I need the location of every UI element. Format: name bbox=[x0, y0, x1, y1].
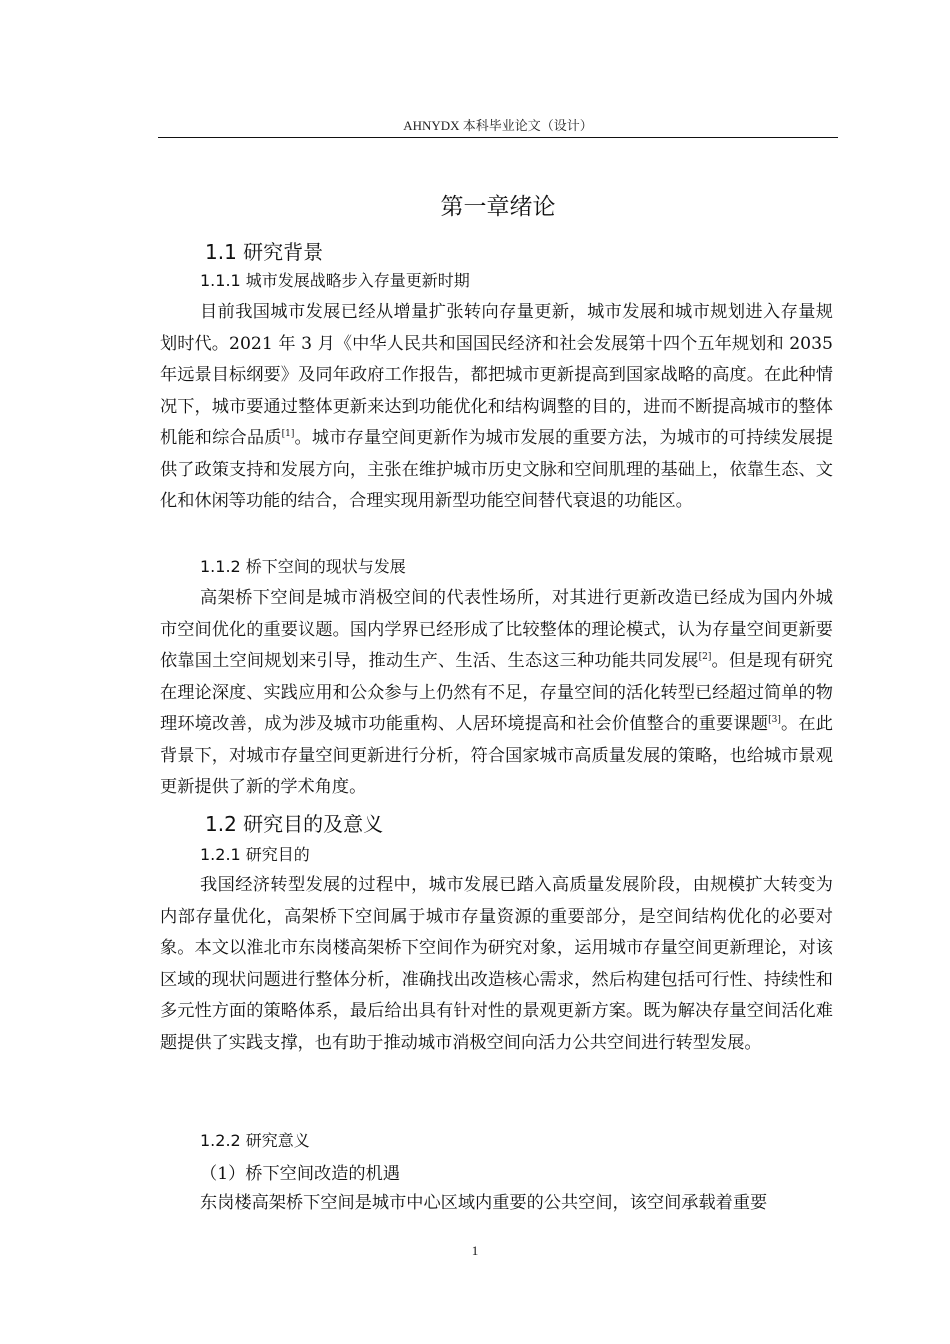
page-number: 1 bbox=[471, 1243, 479, 1258]
chapter-title: 第一章绪论 bbox=[440, 194, 556, 220]
section-heading-1-2: 1.2 研究目的及意义 bbox=[205, 812, 384, 836]
list-item-1: （1）桥下空间改造的机遇 bbox=[200, 1164, 400, 1184]
page-header: AHNYDX 本科毕业论文（设计） bbox=[403, 118, 593, 133]
paragraph-text: 目前我国城市发展已经从增量扩张转向存量更新，城市发展和城市规划进入存量规划时代。2021 年 3 月《中华人民共和国国民经济和社会发展第十四个五年规划和 2035 年远景目标纲要》及同年政府工作报告，都把城市更新提高到国家战略的高度。在此种情况下，城市要通过整体更新来达到功能优化和结构调整的目的，进而不断提高城市的整体机能和综合品质 bbox=[160, 302, 833, 448]
subsection-heading-1-2-2: 1.2.2 研究意义 bbox=[200, 1131, 310, 1150]
citation-ref: [2] bbox=[698, 652, 712, 662]
subsection-heading-1-1-2: 1.1.2 桥下空间的现状与发展 bbox=[200, 557, 406, 576]
paragraph-1-2-1 bbox=[160, 870, 833, 1059]
paragraph-text: 高架桥下空间是城市消极空间的代表性场所，对其进行更新改造已经成为国内外城市空间优化的重要议题。国内学界已经形成了比较整体的理论模式，认为存量空间更新要依靠国土空间规划来引导，推动生产、生活、生态这三种功能共同发展 bbox=[160, 588, 833, 671]
subsection-heading-1-2-1: 1.2.1 研究目的 bbox=[200, 845, 310, 864]
paragraph-text: 我国经济转型发展的过程中，城市发展已踏入高质量发展阶段，由规模扩大转变为内部存量优化，高架桥下空间属于城市存量资源的重要部分，是空间结构优化的必要对象。本文以淮北市东岗楼高架桥下空间作为研究对象，运用城市存量空间更新理论，对该区域的现状问题进行整体分析，准确找出改造核心需求，然后构建包括可行性、持续性和多元性方面的策略体系，最后给出具有针对性的景观更新方案。既为解决存量空间活化难题提供了实践支撑，也有助于推动城市消极空间向活力公共空间进行转型发展。 bbox=[160, 875, 833, 1053]
paragraph-text: 。城市存量空间更新作为城市发展的重要方法，为城市的可持续发展提供了政策支持和发展方向，主张在维护城市历史文脉和空间肌理的基础上，依靠生态、文化和休闲等功能的结合，合理实现用新型功能空间替代衰退的功能区。 bbox=[160, 428, 833, 511]
citation-ref: [1] bbox=[281, 429, 295, 439]
paragraph-1-1-2 bbox=[160, 583, 833, 804]
paragraph-text: 东岗楼高架桥下空间是城市中心区域内重要的公共空间，该空间承载着重要 bbox=[200, 1193, 768, 1213]
subsection-heading-1-1-1: 1.1.1 城市发展战略步入存量更新时期 bbox=[200, 271, 470, 290]
paragraph-text: 。但是现有研究在理论深度、实践应用和公众参与上仍然有不足，存量空间的活化转型已经超过简单的物理环境改善，成为涉及城市功能重构、人居环境提高和社会价值整合的重要课题 bbox=[160, 651, 833, 734]
paragraph-1-2-2 bbox=[160, 1188, 833, 1220]
header-divider bbox=[158, 137, 838, 138]
paragraph-1-1-1 bbox=[160, 297, 833, 518]
citation-ref: [3] bbox=[768, 715, 781, 725]
section-heading-1-1: 1.1 研究背景 bbox=[205, 240, 324, 264]
paragraph-text: 。在此背景下，对城市存量空间更新进行分析，符合国家城市高质量发展的策略，也给城市景观更新提供了新的学术角度。 bbox=[160, 714, 833, 797]
